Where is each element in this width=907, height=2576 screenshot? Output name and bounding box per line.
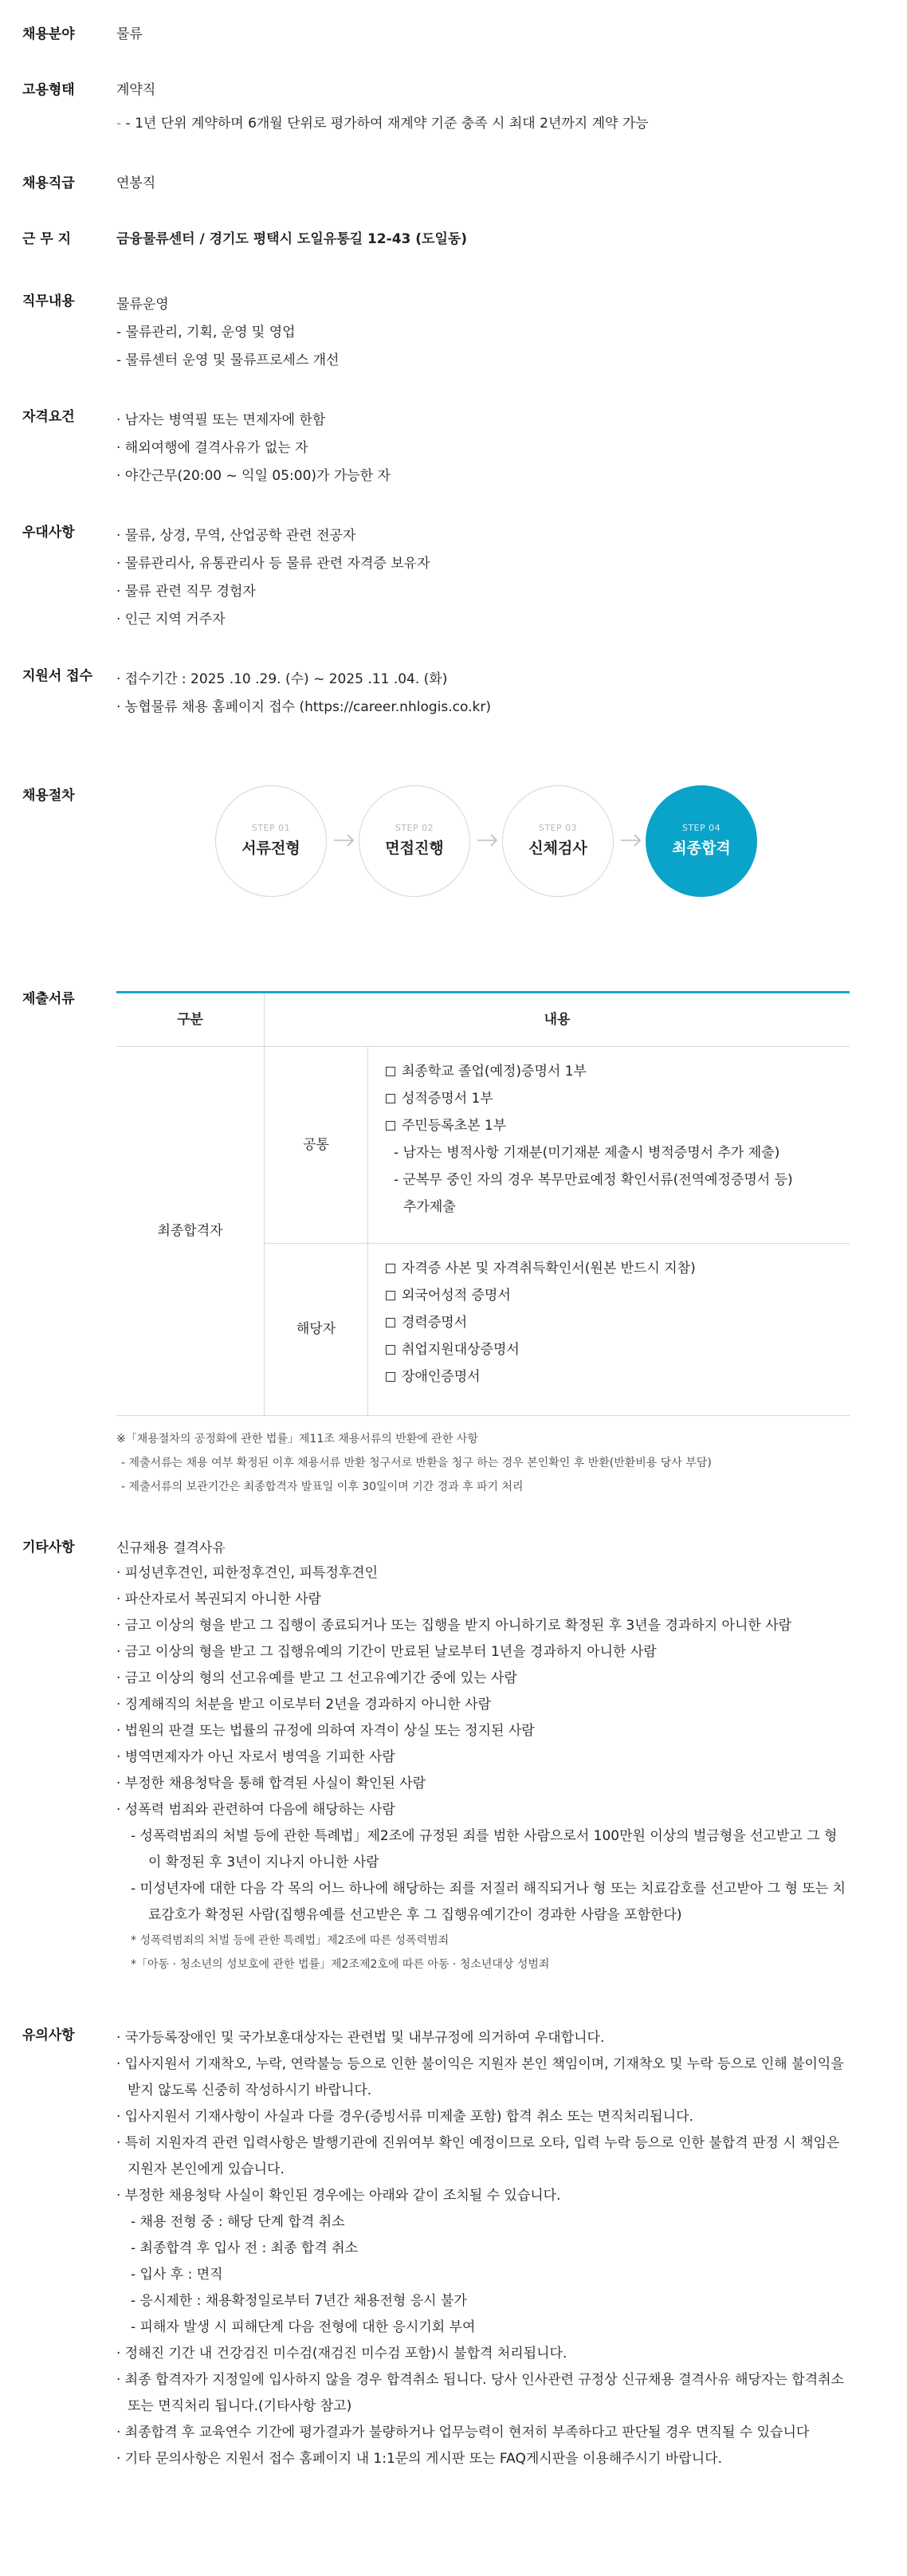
other-item: · 병역면제자가 아닌 자로서 병역을 기피한 사람 xyxy=(116,1749,395,1765)
location-label: 근 무 지 xyxy=(22,231,72,247)
caution-item: · 최종합격 후 교육연수 기간에 평가결과가 불량하거나 업무능력이 현저히 부족하다고 판단될 경우 면직될 수 있습니다 xyxy=(116,2425,810,2440)
caution-item: · 기타 문의사항은 지원서 접수 홈페이지 내 1:1문의 게시판 또는 FAQ게시판을 이용해주시기 바랍니다. xyxy=(116,2451,722,2467)
step-1-number: STEP 01 xyxy=(251,823,291,833)
other-item: · 피성년후견인, 피한정후견인, 피특정후견인 xyxy=(116,1565,379,1581)
section-documents xyxy=(0,989,907,1499)
checkbox-icon xyxy=(386,1372,395,1382)
preference-label: 우대사항 xyxy=(22,525,75,541)
document-item: 경력증명서 xyxy=(402,1315,468,1331)
step-1-name: 서류전형 xyxy=(241,840,300,857)
checkbox-icon xyxy=(386,1345,395,1355)
step-2 xyxy=(359,785,470,897)
table-row xyxy=(386,1085,850,1112)
document-subitem: - 군복무 중인 자의 경우 복무만료예정 확인서류(전역예정증명서 등) xyxy=(394,1172,793,1188)
table-row xyxy=(386,1112,850,1139)
other-item: · 징계해직의 처분을 받고 이로부터 2년을 경과하지 아니한 사람 xyxy=(116,1697,491,1713)
other-subitem: - 미성년자에 대한 다음 각 목의 어느 하나에 해당하는 죄를 저질러 해직되거나 형 또는 치료감호를 선고받아 그 형 또는 치료감호가 확정된 사람(집행유예를 선고받은 후 그 집행유예기간이 경과한 사람을 포함한다) xyxy=(131,1881,846,1923)
document-item: 장애인증명서 xyxy=(402,1369,481,1385)
caution-item: · 부정한 채용청탁 사실이 확인된 경우에는 아래와 같이 조치될 수 있습니다. xyxy=(116,2188,561,2204)
other-label: 기타사항 xyxy=(22,1540,75,1555)
step-2-name: 면접진행 xyxy=(385,840,444,857)
common-documents xyxy=(368,1058,850,1244)
arrow-right-icon xyxy=(476,830,500,851)
arrow-right-icon xyxy=(332,830,356,851)
application-site: · 농협물류 채용 홈페이지 접수 (https://career.nhlogis.co.kr) xyxy=(116,699,491,715)
qualification-item: · 남자는 병역필 또는 면제자에 한함 xyxy=(116,412,326,428)
document-note: - 제출서류의 보관기간은 최종합격자 발표일 이후 30일이며 기간 경과 후 파기 처리 xyxy=(121,1481,524,1493)
preference-item: · 물류, 상경, 무역, 산업공학 관련 전공자 xyxy=(116,528,356,544)
other-small-note: * 성폭력범죄의 처벌 등에 관한 특례법」제2조에 따른 성폭력범죄 xyxy=(131,1934,450,1947)
duty-item: 물류운영 xyxy=(116,297,169,313)
caution-item: · 최종 합격자가 지정일에 입사하지 않을 경우 합격취소 됩니다. 당사 인사관련 규정상 신규채용 결격사유 해당자는 합격취소 또는 면직처리 됩니다.(기타사항 참고) xyxy=(116,2372,844,2414)
documents-label: 제출서류 xyxy=(22,991,75,1007)
table-row xyxy=(386,1309,850,1336)
other-item: · 법원의 판결 또는 법률의 규정에 의하여 자격이 상실 또는 정지된 사람 xyxy=(116,1723,535,1739)
other-item: · 금고 이상의 형을 받고 그 집행이 종료되거나 또는 집행을 받지 아니하기로 확정된 후 3년을 경과하지 아니한 사람 xyxy=(116,1618,792,1634)
document-item: 자격증 사본 및 자격취득확인서(원본 반드시 지참) xyxy=(402,1260,696,1276)
step-4-number: STEP 04 xyxy=(681,823,721,833)
category-applicable: 해당자 xyxy=(265,1244,368,1415)
grade-value: 연봉직 xyxy=(116,175,156,191)
document-subitem: - 남자는 병적사항 기재분(미기재분 제출시 병적증명서 추가 제출) xyxy=(394,1145,780,1161)
other-item: · 금고 이상의 형을 받고 그 집행유예의 기간이 만료된 날로부터 1년을 경과하지 아니한 사람 xyxy=(116,1644,657,1660)
document-item: 성적증명서 1부 xyxy=(402,1091,493,1107)
caution-item: · 입사지원서 기재착오, 누락, 연락불능 등으로 인한 불이익은 지원자 본인 책임이며, 기재착오 및 누락 등으로 인해 불이익을 받지 않도록 신중히 작성하시기 바랍니다. xyxy=(116,2056,844,2098)
step-4 xyxy=(646,785,757,897)
employment-note: - - 1년 단위 계약하며 6개월 단위로 평가하여 재계약 기준 충족 시 최대 2년까지 계약 가능 xyxy=(116,116,649,132)
document-note: - 제출서류는 채용 여부 확정된 이후 채용서류 반환 청구서로 반환을 청구 하는 경우 본인확인 후 반환(반환비용 당사 부담) xyxy=(121,1457,712,1469)
qualification-item: · 해외여행에 결격사유가 없는 자 xyxy=(116,440,308,456)
table-header xyxy=(116,993,850,1047)
step-3 xyxy=(502,785,614,897)
step-2-number: STEP 02 xyxy=(395,823,434,833)
caution-subitem: - 최종합격 후 입사 전 : 최종 합격 취소 xyxy=(131,2240,358,2256)
application-label: 지원서 접수 xyxy=(22,668,93,684)
other-item: · 금고 이상의 형의 선고유예를 받고 그 선고유예기간 중에 있는 사람 xyxy=(116,1670,517,1686)
qualification-item: · 야간근무(20:00 ~ 익일 05:00)가 가능한 자 xyxy=(116,468,391,484)
caution-subitem: - 응시제한 : 채용확정일로부터 7년간 채용전형 응시 불가 xyxy=(131,2293,467,2309)
caution-item: · 특히 지원자격 관련 입력사항은 발행기관에 진위여부 확인 예정이므로 오타, 입력 누락 등으로 인한 불합격 판정 시 책임은 지원자 본인에게 있습니다. xyxy=(116,2135,840,2177)
checkbox-icon xyxy=(386,1318,395,1327)
document-item: 최종학교 졸업(예정)증명서 1부 xyxy=(402,1064,587,1080)
field-value: 물류 xyxy=(116,26,143,42)
table-header-category: 구분 xyxy=(116,993,265,1046)
employment-label: 고용형태 xyxy=(22,82,75,98)
step-3-name: 신체검사 xyxy=(528,840,587,857)
document-note: ※「채용절차의 공정화에 관한 법률」제11조 채용서류의 반환에 관한 사항 xyxy=(116,1433,478,1445)
field-label: 채용분야 xyxy=(22,26,75,42)
duty-item: - 물류관리, 기획, 운영 및 영업 xyxy=(116,324,296,340)
category-common: 공통 xyxy=(265,1047,368,1244)
step-1 xyxy=(215,785,327,897)
qualification-label: 자격요건 xyxy=(22,409,75,425)
section-process xyxy=(0,785,907,897)
caution-item: · 정해진 기간 내 건강검진 미수검(재검진 미수검 포함)시 불합격 처리됩니다. xyxy=(116,2346,567,2362)
applicable-documents xyxy=(368,1255,850,1390)
grade-label: 채용직급 xyxy=(22,175,75,191)
checkbox-icon xyxy=(386,1121,395,1131)
documents-notes xyxy=(116,1427,850,1499)
arrow-right-icon xyxy=(619,830,643,851)
table-row xyxy=(386,1058,850,1085)
document-item: 외국어성적 증명서 xyxy=(402,1288,511,1304)
checkbox-icon xyxy=(386,1094,395,1103)
caution-item: · 입사지원서 기재사항이 사실과 다를 경우(증빙서류 미제출 포함) 합격 취소 또는 면직처리됩니다. xyxy=(116,2109,693,2125)
checkbox-icon xyxy=(386,1067,395,1076)
process-steps xyxy=(215,785,773,897)
application-period: · 접수기간 : 2025 .10 .29. (수) ~ 2025 .11 .04. (화) xyxy=(116,671,448,687)
checkbox-icon xyxy=(386,1291,395,1300)
document-subitem: 추가제출 xyxy=(403,1199,456,1215)
document-item: 취업지원대상증명서 xyxy=(402,1342,520,1358)
table-row xyxy=(386,1255,850,1282)
duty-label: 직무내용 xyxy=(22,293,75,309)
caution-label: 유의사항 xyxy=(22,2027,75,2043)
other-title: 신규채용 결격사유 xyxy=(116,1540,226,1556)
table-header-content: 내용 xyxy=(544,1012,571,1028)
caution-subitem: - 피해자 발생 시 피해단계 다음 전형에 대한 응시기회 부여 xyxy=(131,2319,476,2335)
document-item: 주민등록초본 1부 xyxy=(402,1118,507,1134)
other-item: · 부정한 채용청탁을 통해 합격된 사실이 확인된 사람 xyxy=(116,1776,426,1791)
employment-value: 계약직 xyxy=(116,82,156,98)
table-row xyxy=(386,1336,850,1363)
caution-item: · 국가등록장애인 및 국가보훈대상자는 관련법 및 내부규정에 의거하여 우대합니다. xyxy=(116,2030,605,2046)
duty-item: - 물류센터 운영 및 물류프로세스 개선 xyxy=(116,352,340,368)
other-item: · 성폭력 범죄와 관련하여 다음에 해당하는 사람 xyxy=(116,1802,395,1818)
checkbox-icon xyxy=(386,1264,395,1273)
step-3-number: STEP 03 xyxy=(538,823,578,833)
other-item: · 파산자로서 복권되지 아니한 사람 xyxy=(116,1591,321,1607)
table-row xyxy=(386,1282,850,1309)
table-row xyxy=(386,1363,850,1390)
caution-subitem: - 채용 전형 중 : 해당 단계 합격 취소 xyxy=(131,2214,345,2230)
caution-subitem: - 입사 후 : 면직 xyxy=(131,2267,223,2283)
other-subitem: - 성폭력범죄의 처벌 등에 관한 특례법」제2조에 규정된 죄를 범한 사람으로서 100만원 이상의 벌금형을 선고받고 그 형이 확정된 후 3년이 지나지 아니한 사람 xyxy=(131,1828,838,1870)
preference-item: · 인근 지역 거주자 xyxy=(116,612,226,627)
location-value: 금융물류센터 / 경기도 평택시 도일유통길 12-43 (도일동) xyxy=(116,231,468,247)
preference-item: · 물류관리사, 유통관리사 등 물류 관련 자격증 보유자 xyxy=(116,556,430,572)
preference-item: · 물류 관련 직무 경험자 xyxy=(116,584,256,600)
table-body xyxy=(116,1047,850,1416)
step-4-name: 최종합격 xyxy=(672,840,731,857)
process-label: 채용절차 xyxy=(22,788,75,804)
table-row-head: 최종합격자 xyxy=(116,1047,265,1415)
employment-note-text: - 1년 단위 계약하며 6개월 단위로 평가하여 재계약 기준 충족 시 최대 2년까지 계약 가능 xyxy=(125,116,649,132)
documents-table xyxy=(116,991,850,1416)
other-small-note: *「아동 · 청소년의 성보호에 관한 법률」제2조제2호에 따른 아동 · 청소년대상 성범죄 xyxy=(131,1958,550,1971)
